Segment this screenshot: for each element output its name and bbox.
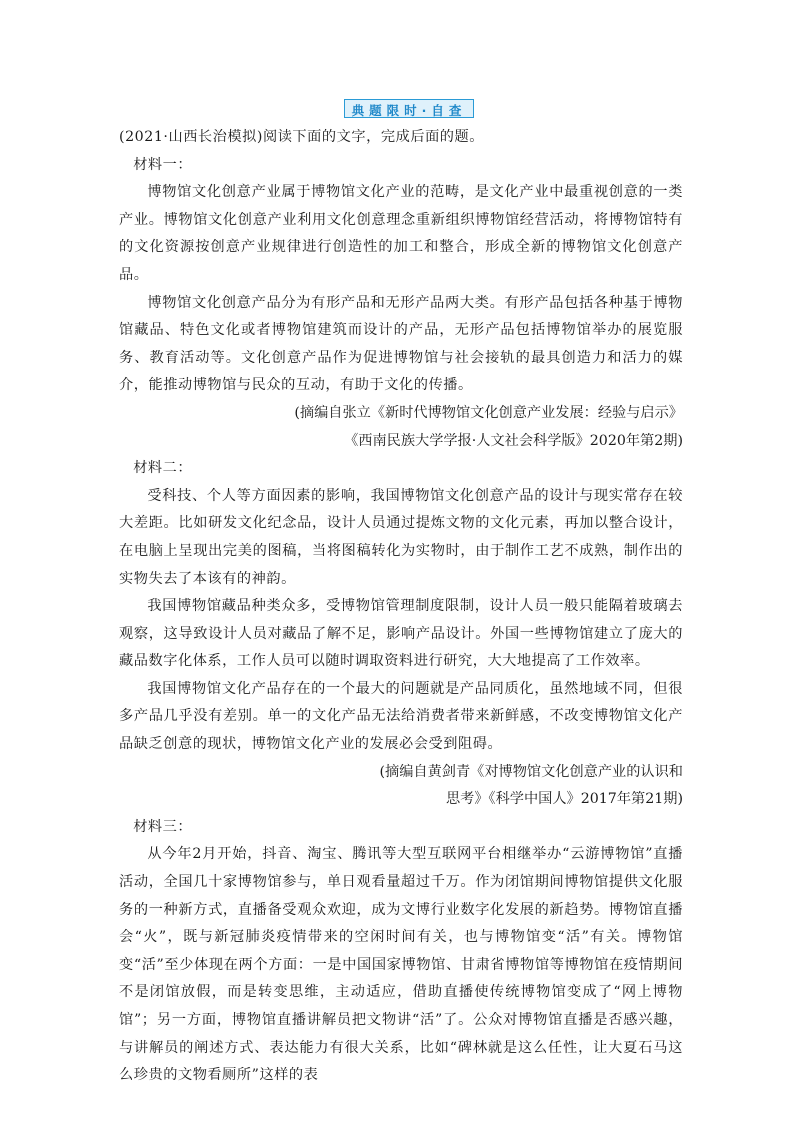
- material-2-paragraph: 我国博物馆文化产品存在的一个最大的问题就是产品同质化，虽然地域不同，但很多产品几乎没有差别。单一的文化产品无法给消费者带来新鲜感，不改变博物馆文化产品缺乏创意的现状，博物馆文化产业的发展必会受到阻碍。: [119, 680, 683, 753]
- material-1-source: 《西南民族大学学报·人文社会科学版》2020年第2期): [344, 432, 683, 449]
- material-3-paragraph: 从今年2月开始，抖音、淘宝、腾讯等大型互联网平台相继举办“云游博物馆”直播活动，全国几十家博物馆参与，单日观看量超过千万。作为闭馆期间博物馆提供文化服务的一种新方式，直播备受观众欢迎，成为文博行业数字化发展的新趋势。博物馆直播会“火”，既与新冠肺炎疫情带来的空闲时间有关，也与博物馆变“活”有关。博物馆变“活”至少体现在两个方面：一是中国国家博物馆、甘肃省博物馆等博物馆在疫情期间不是闭馆放假，而是转变思维，主动适应，借助直播使传统博物馆变成了“网上博物馆”；另一方面，博物馆直播讲解员把文物讲“活”了。公众对博物馆直播是否感兴趣，与讲解员的阐述方式、表达能力有很大关系，比如“碑林就是这么任性，让大夏石马这么珍贵的文物看厕所”这样的表: [119, 846, 683, 1084]
- material-1-label: 材料一：: [133, 156, 193, 173]
- material-2-paragraph: 我国博物馆藏品种类众多，受博物馆管理制度限制，设计人员一般只能隔着玻璃去观察，这导致设计人员对藏品了解不足，影响产品设计。外国一些博物馆建立了庞大的藏品数字化体系，工作人员可以随时调取资料进行研究，大大地提高了工作效率。: [119, 598, 683, 670]
- material-1-source: (摘编自张立《新时代博物馆文化创意产业发展：经验与启示》: [294, 404, 683, 421]
- material-2-source: 思考》《科学中国人》2017年第21期): [445, 791, 683, 808]
- material-2-paragraph: 受科技、个人等方面因素的影响，我国博物馆文化创意产品的设计与现实常存在较大差距。比如研发文化纪念品，设计人员通过提炼文物的文化元素，再加以整合设计，在电脑上呈现出完美的图稿，当将图稿转化为实物时，由于制作工艺不成熟，制作出的实物失去了本该有的神韵。: [119, 487, 683, 587]
- material-1-paragraph: 博物馆文化创意产业属于博物馆文化产业的范畴，是文化产业中最重视创意的一类产业。博物馆文化创意产业利用文化创意理念重新组织博物馆经营活动，将博物馆特有的文化资源按创意产业规律进行创造性的加工和整合，形成全新的博物馆文化创意产品。: [119, 184, 683, 283]
- material-2-source: (摘编自黄剑青《对博物馆文化创意产业的认识和: [379, 763, 683, 780]
- material-3-label: 材料三：: [133, 818, 193, 835]
- intro-line: (2021·山西长治模拟)阅读下面的文字，完成后面的题。: [119, 129, 485, 145]
- material-1-paragraph: 博物馆文化创意产品分为有形产品和无形产品两大类。有形产品包括各种基于博物馆藏品、特色文化或者博物馆建筑而设计的产品，无形产品包括博物馆举办的展览服务、教育活动等。文化创意产品作为促进博物馆与社会接轨的最具创造力和活力的媒介，能推动博物馆与民众的互动，有助于文化的传播。: [119, 294, 683, 394]
- section-banner: [344, 99, 474, 118]
- banner-title: 典题限时·自查: [351, 103, 467, 118]
- document-body: [119, 124, 683, 1090]
- material-2-label: 材料二：: [133, 460, 193, 477]
